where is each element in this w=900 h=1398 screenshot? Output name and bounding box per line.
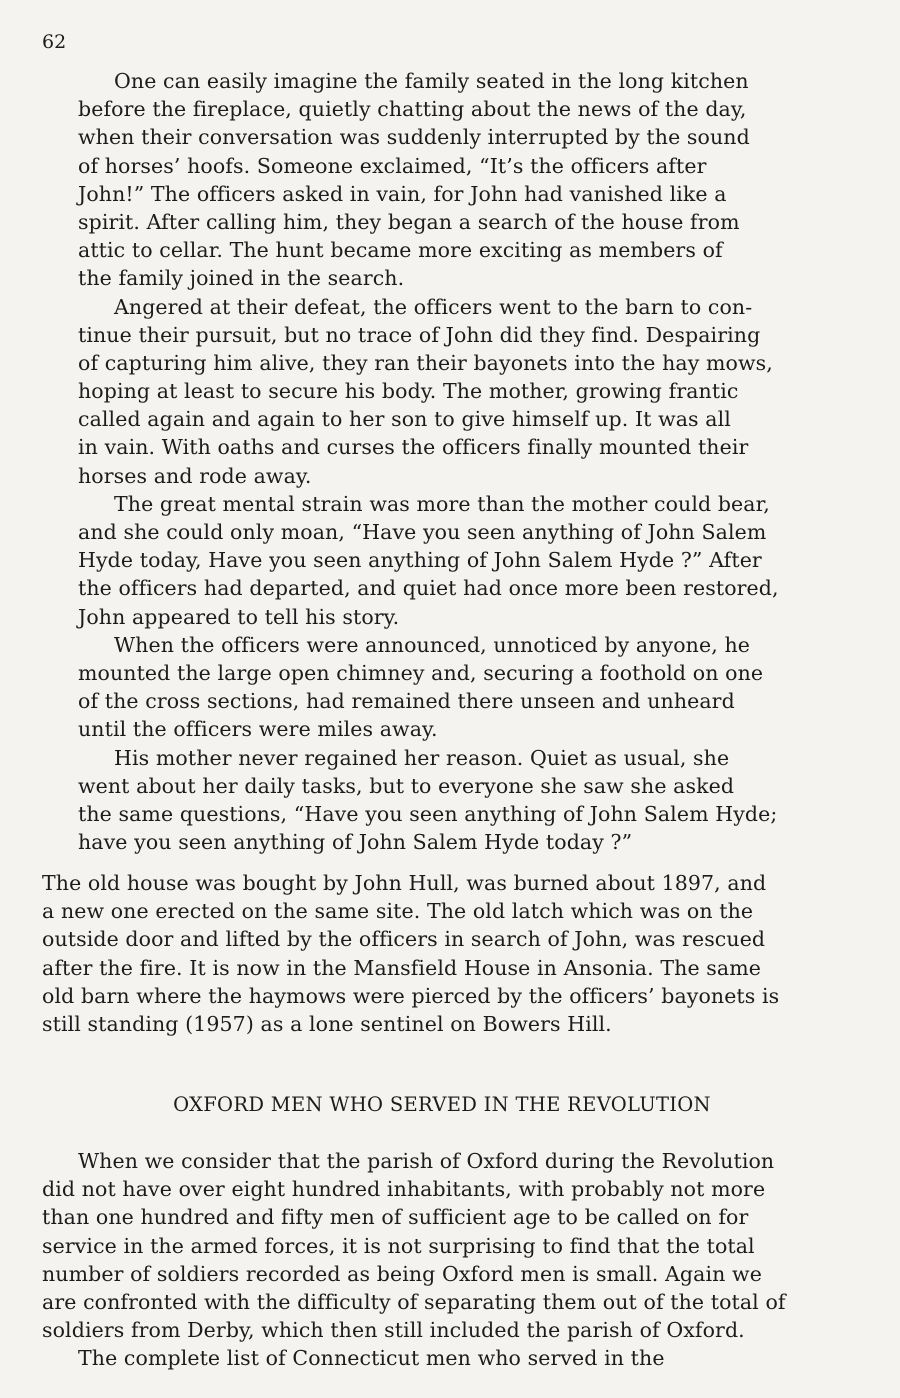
text-line: soldiers from Derby, which then still included the parish of Oxford. bbox=[42, 1318, 745, 1343]
text-line: went about her daily tasks, but to everyone she saw she asked bbox=[78, 773, 735, 798]
text-line: of the cross sections, had remained there unseen and unheard bbox=[78, 689, 735, 714]
text-line: did not have over eight hundred inhabitants, with probably not more bbox=[42, 1177, 766, 1202]
text-line: horses and rode away. bbox=[78, 463, 312, 488]
text-line: are confronted with the difficulty of separating them out of the total of bbox=[42, 1289, 786, 1314]
text-line: in vain. With oaths and curses the officers finally mounted their bbox=[78, 435, 749, 460]
text-line: His mother never regained her reason. Quiet as usual, she bbox=[114, 745, 730, 770]
text-line: old barn where the haymows were pierced by the officers’ bayonets is bbox=[42, 983, 780, 1008]
text-line: tinue their pursuit, but no trace of John did they find. Despairing bbox=[78, 322, 761, 347]
text-line: The complete list of Connecticut men who served in the bbox=[78, 1346, 665, 1371]
text-line: spirit. After calling him, they began a search of the house from bbox=[78, 209, 740, 234]
text-line: Hyde today, Have you seen anything of John Salem Hyde ?” After bbox=[78, 548, 762, 573]
text-line: of capturing him alive, they ran their bayonets into the hay mows, bbox=[78, 350, 773, 375]
text-line: before the fireplace, quietly chatting about the news of the day, bbox=[78, 97, 747, 122]
text-line: mounted the large open chimney and, securing a foothold on one bbox=[78, 660, 764, 685]
text-line: hoping at least to secure his body. The mother, growing frantic bbox=[78, 379, 739, 404]
text-line: after the fire. It is now in the Mansfield House in Ansonia. The same bbox=[42, 955, 762, 980]
text-line: Angered at their defeat, the officers went to the barn to con- bbox=[114, 294, 753, 319]
text-line: still standing (1957) as a lone sentinel on Bowers Hill. bbox=[42, 1011, 612, 1036]
text-line: When we consider that the parish of Oxford during the Revolution bbox=[78, 1149, 775, 1173]
page-number: 62 bbox=[42, 31, 67, 53]
text-line: When the officers were announced, unnoticed by anyone, he bbox=[114, 632, 750, 657]
text-line: the family joined in the search. bbox=[78, 266, 405, 291]
text-line: have you seen anything of John Salem Hyde today ?” bbox=[78, 830, 633, 855]
text-line: number of soldiers recorded as being Oxford men is small. Again we bbox=[42, 1261, 762, 1286]
text-line: service in the armed forces, it is not surprising to find that the total bbox=[42, 1233, 755, 1258]
text-line: John appeared to tell his story. bbox=[78, 604, 400, 629]
text-line: called again and again to her son to give himself up. It was all bbox=[78, 407, 731, 432]
text-line: and she could only moan, “Have you seen anything of John Salem bbox=[78, 520, 767, 544]
text-line: until the officers were miles away. bbox=[78, 717, 438, 742]
epilogue-paragraph bbox=[42, 869, 779, 1038]
section-heading: OXFORD MEN WHO SERVED IN THE REVOLUTION bbox=[173, 1093, 711, 1116]
text-line: John!” The officers asked in vain, for John had vanished like a bbox=[78, 181, 727, 206]
text-line: than one hundred and fifty men of sufficient age to be called on for bbox=[42, 1205, 749, 1230]
text-line: outside door and lifted by the officers in search of John, was rescued bbox=[42, 927, 766, 952]
text-line: when their conversation was suddenly interrupted by the sound bbox=[78, 125, 750, 150]
text-line: The great mental strain was more than the mother could bear, bbox=[114, 491, 770, 516]
text-line: One can easily imagine the family seated in the long kitchen bbox=[114, 69, 749, 93]
section-text-block bbox=[42, 1147, 786, 1373]
text-line: a new one erected on the same site. The old latch which was on the bbox=[42, 899, 754, 924]
text-line: of horses’ hoofs. Someone exclaimed, “It’s the officers after bbox=[78, 153, 707, 178]
text-line: the officers had departed, and quiet had once more been restored, bbox=[78, 576, 779, 601]
text-line: the same questions, “Have you seen anything of John Salem Hyde; bbox=[78, 801, 778, 826]
story-text-block bbox=[78, 67, 779, 856]
text-line: attic to cellar. The hunt became more exciting as members of bbox=[78, 238, 723, 263]
text-line: The old house was bought by John Hull, was burned about 1897, and bbox=[42, 871, 767, 895]
